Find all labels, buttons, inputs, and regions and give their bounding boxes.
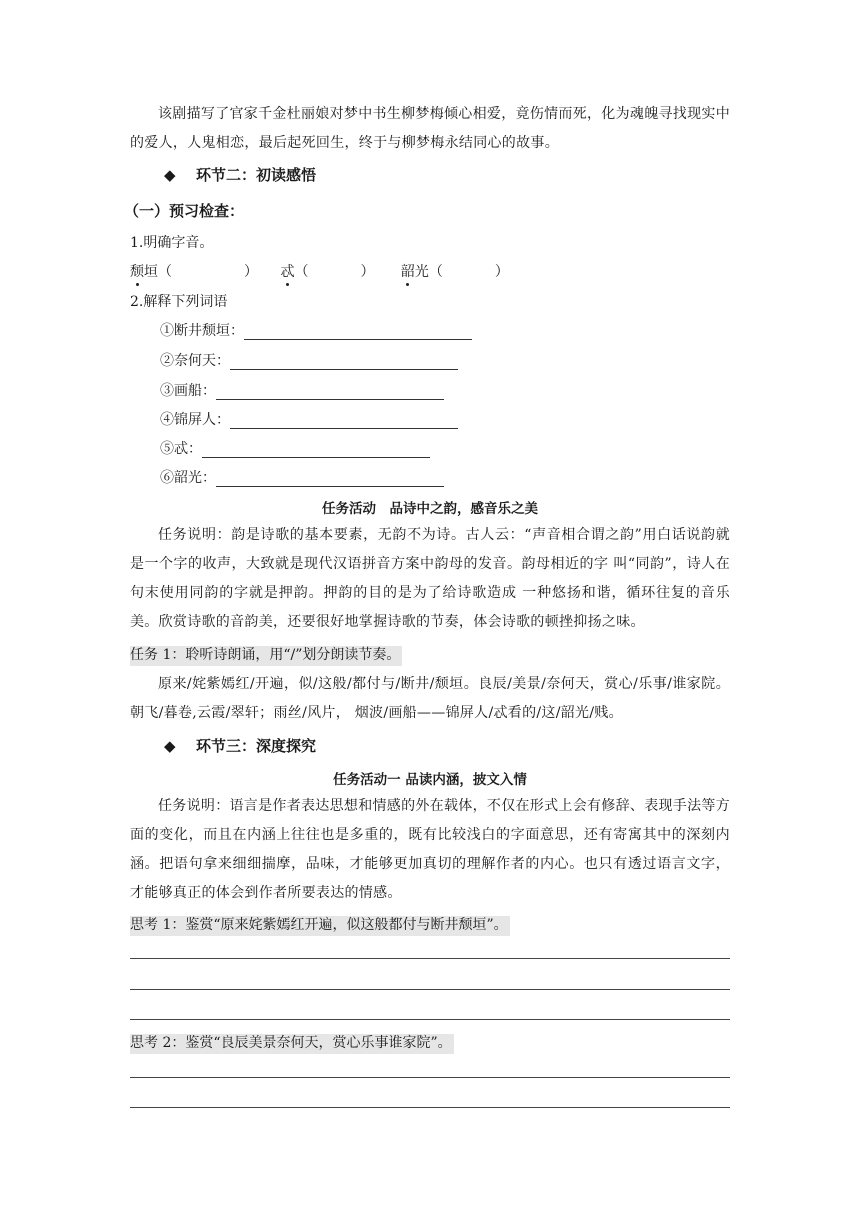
answer-line[interactable] bbox=[130, 1077, 730, 1078]
pron-item: 韶光（ ） bbox=[401, 264, 509, 280]
intro-paragraph: 该剧描写了官家千金杜丽娘对梦中书生柳梦梅倾心相爱，竟伤情而死，化为魂魄寻找现实中的爱人，人鬼相恋，最后起死回生，终于与柳梦梅永结同心的故事。 bbox=[130, 106, 730, 151]
answer-blank[interactable] bbox=[230, 414, 458, 429]
dotted-char: 颓 bbox=[130, 261, 144, 281]
answer-line[interactable] bbox=[130, 958, 730, 959]
answer-blank[interactable] bbox=[244, 325, 472, 340]
pron-instruction: 1.明确字音。 bbox=[130, 235, 214, 251]
answer-line[interactable] bbox=[130, 1107, 730, 1108]
vocab-item: ③画船： bbox=[160, 380, 444, 400]
section-heading-2 bbox=[130, 164, 730, 185]
section-heading-3 bbox=[130, 735, 730, 756]
answer-blank[interactable] bbox=[202, 443, 430, 458]
paren-open: （ bbox=[294, 264, 309, 280]
paren-open: （ bbox=[428, 264, 443, 280]
vocab-item: ④锦屏人： bbox=[160, 409, 458, 429]
diamond-bullet-icon: ◆ bbox=[164, 737, 176, 755]
task-activity-title: 任务活动 品诗中之韵，感音乐之美 bbox=[322, 501, 538, 517]
vocab-item: ⑥韶光： bbox=[160, 467, 444, 487]
answer-blank[interactable] bbox=[230, 355, 458, 370]
diamond-bullet-icon: ◆ bbox=[164, 166, 176, 184]
think-2 bbox=[130, 1032, 730, 1052]
pron-item: 颓垣（ ） bbox=[130, 264, 258, 280]
vocab-instruction: 2.解释下列词语 bbox=[130, 294, 228, 310]
dotted-char: 韶 bbox=[401, 261, 415, 281]
task-1-text: 任务 1：聆听诗朗诵，用“/”划分朗读节奏。 bbox=[130, 646, 402, 666]
task-description: 任务说明：韵是诗歌的基本要素，无韵不为诗。古人云：“声音相合谓之韵”用白话说韵就是一个字的收声，大致就是现代汉语拼音方案中韵母的发音。韵母相近的字 叫“同韵”，诗人在句末使用同韵的字就是押韵。押韵的目的是为了给诗歌造成 一种悠扬和谐，循环往复的音乐美。欣赏诗歌的音韵美，还要很好地掌握诗歌的节奏，体会诗歌的顿挫抑扬之味。 bbox=[130, 527, 730, 630]
paren-close: ） bbox=[360, 264, 375, 280]
think-1 bbox=[130, 914, 730, 934]
task-1-description: 任务说明：语言是作者表达思想和情感的外在载体，不仅在形式上会有修辞、表现手法等方面的变化，而且在内涵上往往也是多重的，既有比较浅白的字面意思，还有寄寓其中的深刻内涵。把语句拿来细细揣摩，品味，才能够更加真切的理解作者的内心。也只有透过语言文字，才能够真正的体会到作者所要表达的情感。 bbox=[130, 798, 730, 901]
pronunciation-row bbox=[130, 261, 730, 281]
section-title: 环节三：深度探究 bbox=[196, 737, 317, 755]
task-1 bbox=[130, 644, 730, 664]
answer-line[interactable] bbox=[130, 1019, 730, 1020]
section-title: 环节二：初读感悟 bbox=[196, 166, 317, 184]
answer-blank[interactable] bbox=[216, 385, 444, 400]
dotted-char: 忒 bbox=[280, 261, 294, 281]
poem-with-rhythm-marks: 原来/姹紫嫣红/开遍，似/这般/都付与/断井/颓垣。良辰/美景/奈何天，赏心/乐事/谁家院。朝飞/暮卷,云霞/翠轩；雨丝/风片， 烟波/画船——锦屏人/忒看的/这/韶光/贱。 bbox=[130, 676, 730, 721]
preview-heading: （一）预习检查： bbox=[124, 202, 245, 220]
pron-item bbox=[280, 264, 374, 280]
paren-close: ） bbox=[244, 264, 258, 280]
vocab-item: ⑤忒： bbox=[160, 438, 430, 458]
answer-line[interactable] bbox=[130, 989, 730, 990]
vocab-item: ①断井颓垣： bbox=[160, 320, 472, 340]
answer-blank[interactable] bbox=[216, 472, 444, 487]
think-2-text: 思考 2：鉴赏“良辰美景奈何天，赏心乐事谁家院”。 bbox=[130, 1034, 454, 1054]
task-activity-1-title: 任务活动一 品读内涵，披文入情 bbox=[333, 772, 527, 788]
paren-close: ） bbox=[494, 264, 509, 280]
think-1-text: 思考 1：鉴赏“原来姹紫嫣红开遍，似这般都付与断井颓垣”。 bbox=[130, 916, 510, 936]
vocab-item: ②奈何天： bbox=[160, 350, 458, 370]
paren-open: （ bbox=[158, 264, 172, 280]
